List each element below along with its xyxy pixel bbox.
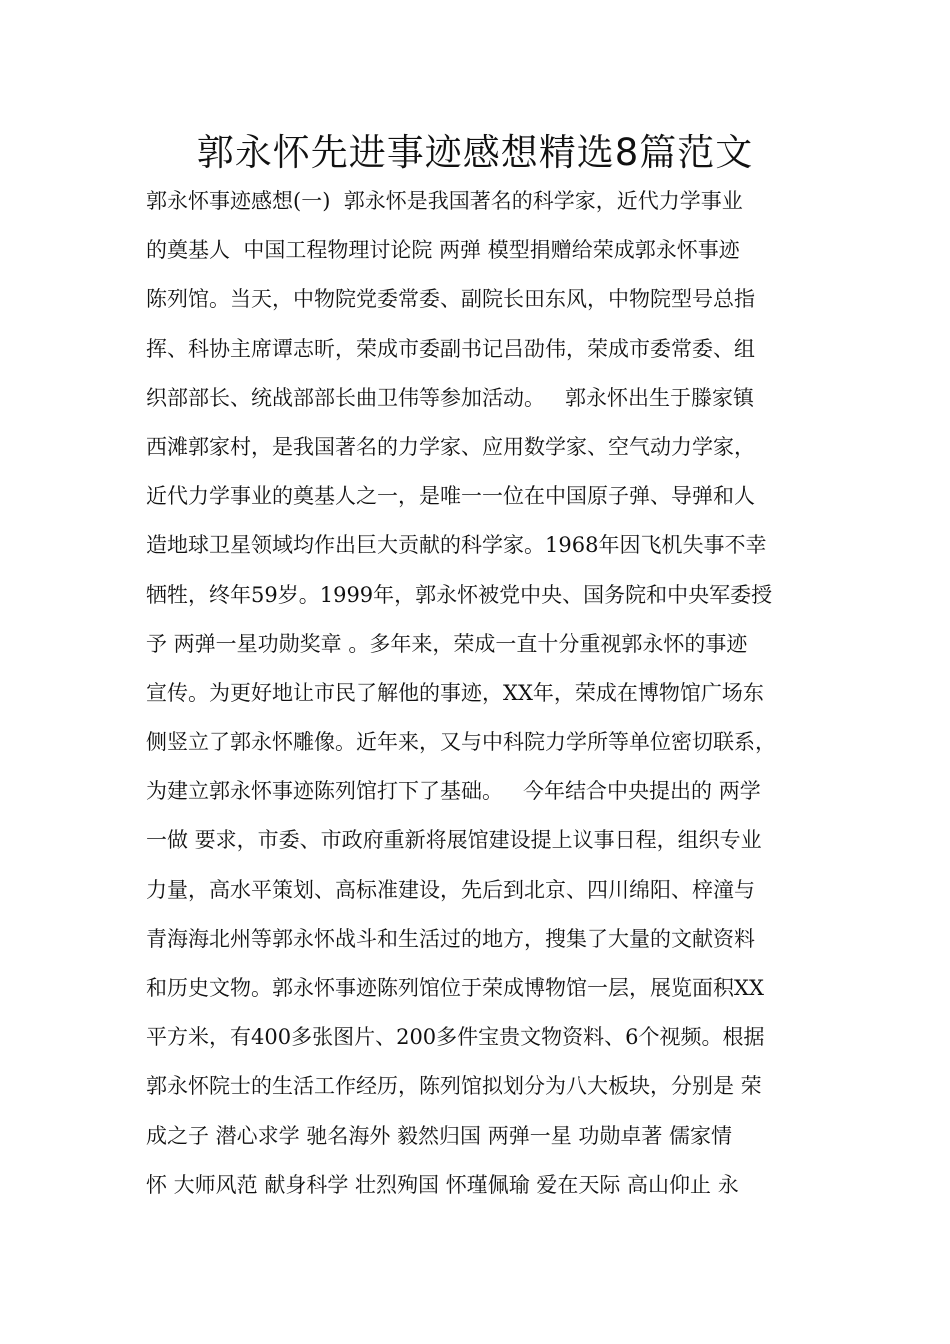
body-line: 宣传。为更好地让市民了解他的事迹，XX年，荣成在博物馆广场东 [146, 680, 764, 705]
body-line: 予 两弹一星功勋奖章 。多年来，荣成一直十分重视郭永怀的事迹 [146, 631, 748, 656]
body-line: 为建立郭永怀事迹陈列馆打下了基础。 今年结合中央提出的 两学 [146, 779, 761, 804]
body-line: 郭永怀院士的生活工作经历，陈列馆拟划分为八大板块，分别是 荣 [146, 1074, 762, 1099]
body-line: 挥、科协主席谭志昕，荣成市委副书记吕劭伟，荣成市委常委、组 [146, 336, 755, 361]
body-line: 织部部长、统战部部长曲卫伟等参加活动。 郭永怀出生于滕家镇 [146, 385, 755, 410]
body-line: 郭永怀事迹感想(一) 郭永怀是我国著名的科学家，近代力学事业 [146, 189, 743, 213]
body-line: 陈列馆。当天，中物院党委常委、副院长田东风，中物院型号总指 [146, 287, 755, 312]
body-line: 造地球卫星领域均作出巨大贡献的科学家。1968年因飞机失事不幸 [146, 533, 767, 558]
document-title: 郭永怀先进事迹感想精选8篇范文 [196, 131, 754, 174]
body-line: 怀 大师风范 献身科学 壮烈殉国 怀瑾佩瑜 爱在天际 高山仰止 永 [146, 1172, 739, 1197]
body-line: 牺牲，终年59岁。1999年，郭永怀被党中央、国务院和中央军委授 [146, 582, 773, 607]
body-line: 的奠基人 中国工程物理讨论院 两弹 模型捐赠给荣成郭永怀事迹 [146, 238, 740, 263]
body-line: 力量，高水平策划、高标准建设，先后到北京、四川绵阳、梓潼与 [146, 877, 755, 902]
body-line: 一做 要求，市委、市政府重新将展馆建设提上议事日程，组织专业 [146, 828, 762, 853]
body-line: 侧竖立了郭永怀雕像。近年来，又与中科院力学所等单位密切联系， [146, 730, 776, 755]
body-line: 近代力学事业的奠基人之一，是唯一一位在中国原子弹、导弹和人 [146, 484, 755, 509]
body-line: 平方米，有400多张图片、200多件宝贵文物资料、6个视频。根据 [146, 1025, 765, 1050]
body-line: 成之子 潜心求学 驰名海外 毅然归国 两弹一星 功勋卓著 儒家情 [146, 1123, 733, 1148]
body-line: 和历史文物。郭永怀事迹陈列馆位于荣成博物馆一层，展览面积XX [146, 976, 764, 1000]
body-line: 青海海北州等郭永怀战斗和生活过的地方，搜集了大量的文献资料 [146, 926, 755, 951]
document-body [146, 180, 826, 1213]
body-line: 西滩郭家村，是我国著名的力学家、应用数学家、空气动力学家， [146, 434, 755, 459]
